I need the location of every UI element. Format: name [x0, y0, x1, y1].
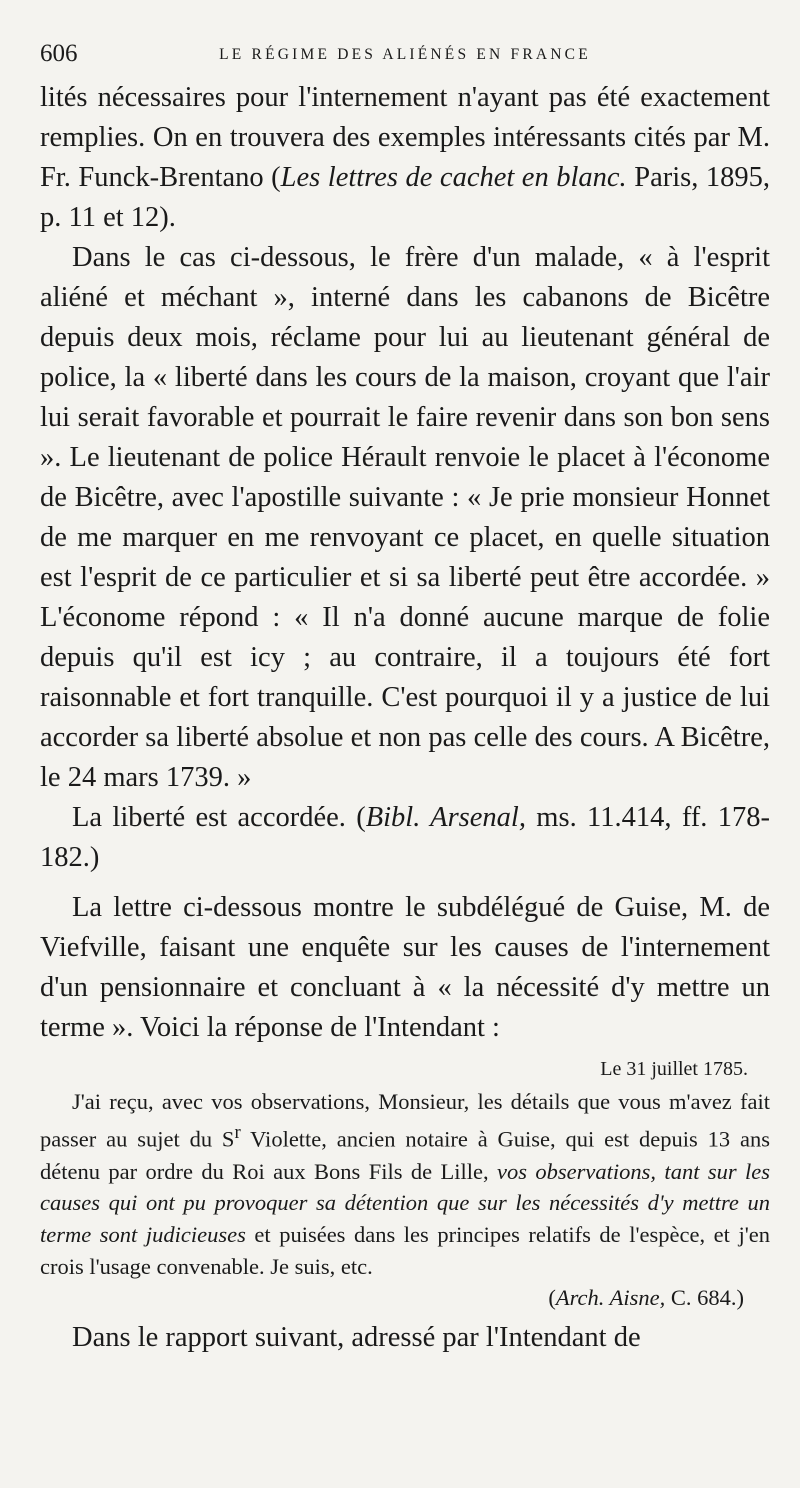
running-head [40, 40, 770, 70]
paragraph-liberty-granted [40, 798, 770, 878]
paragraph-bicetre-case: Dans le cas ci-dessous, le frère d'un malade, « à l'esprit aliéné et méchant », interné dans les cabanons de Bicêtre depuis deux mois, réclame pour lui au lieutenant général de police, la « liberté dans les cours de la maison, croyant que l'air lui serait favorable et pourrait le faire revenir dans son bon sens ». Le lieutenant de police Hérault renvoie le placet à l'économe de Bicêtre, avec l'apostille suivante : « Je prie monsieur Honnet de me marquer en me renvoyant ce placet, en quelle situation est l'esprit de ce particulier et si sa liberté peut être accordée. » L'économe répond : « Il n'a donné aucune marque de folie depuis qu'il est icy ; au contraire, il a toujours été fort raisonnable et fort tranquille. C'est pourquoi il y a justice de lui accorder sa liberté absolue et non pas celle des cours. A Bicêtre, le 24 mars 1739. » [40, 242, 770, 793]
running-title: LE RÉGIME DES ALIÉNÉS EN FRANCE [219, 46, 591, 63]
letter-body [40, 1086, 770, 1283]
text-run: Paris, 1895, p. 11 et 12). [40, 162, 770, 233]
paragraph-next-report: Dans le rapport suivant, adressé par l'Intendant de [72, 1322, 641, 1354]
source-citation: Arch. Aisne, [555, 1285, 666, 1311]
text-run: Violette, ancien notaire à Guise, qui est depuis 13 ans détenu par ordre du Roi aux Bons Fils de Lille, [40, 1126, 770, 1184]
text-run: C. 684.) [665, 1285, 744, 1311]
italic-quote: vos observations, tant sur les causes qui ont pu provoquer sa détention que sur les nécessités d'y mettre un terme sont judicieuses [40, 1158, 770, 1248]
paragraph-continuation [40, 78, 770, 238]
quoted-letter [40, 1054, 770, 1314]
paragraph-guise-letter-intro: La lettre ci-dessous montre le subdélégué de Guise, M. de Viefville, faisant une enquête sur les causes de l'internement d'un pensionnaire et concluant à « la nécessité d'y mettre un terme ». Voici la réponse de l'Intendant : [40, 892, 770, 1043]
text-run: ( [548, 1285, 556, 1311]
body-text [40, 78, 770, 1358]
text-run: et puisées dans les principes relatifs de l'espèce, et j'en crois l'usage convenable. Je suis, etc. [40, 1222, 770, 1279]
book-title: Les lettres de cachet en blanc. [280, 162, 627, 193]
superscript: r [234, 1122, 241, 1144]
text-run: ms. 11.414, ff. 178-182.) [40, 802, 770, 873]
text-run: J'ai reçu, avec vos observations, Monsieur, les détails que vous m'avez fait passer au sujet du S [40, 1088, 770, 1152]
page-number: 606 [40, 40, 78, 67]
letter-source [40, 1282, 770, 1314]
source-citation: Bibl. Arsenal, [365, 802, 526, 833]
letter-date: Le 31 juillet 1785. [600, 1058, 748, 1080]
text-run: lités nécessaires pour l'internement n'ayant pas été exactement remplies. On en trouvera des exemples intéressants cités par M. Fr. Funck-Brentano ( [40, 82, 770, 193]
text-run: La liberté est accordée. ( [72, 802, 366, 833]
